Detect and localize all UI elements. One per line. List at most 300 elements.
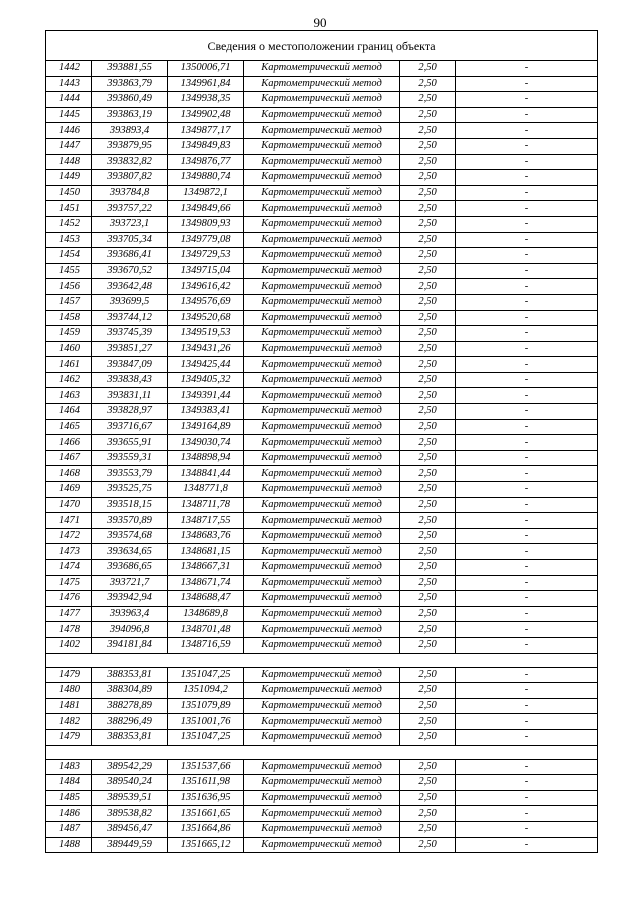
table-row xyxy=(46,606,598,622)
point-number: 1485 xyxy=(46,790,92,806)
coord-x: 389456,47 xyxy=(92,821,168,837)
point-number: 1472 xyxy=(46,528,92,544)
coord-x: 393863,79 xyxy=(92,76,168,92)
note-cell: - xyxy=(456,667,598,683)
method-cell: Картометрический метод xyxy=(244,683,400,699)
note-cell: - xyxy=(456,698,598,714)
coord-x: 388304,89 xyxy=(92,683,168,699)
table-row xyxy=(46,341,598,357)
error-cell: 2,50 xyxy=(400,372,456,388)
coord-y: 1348716,59 xyxy=(168,637,244,653)
method-cell: Картометрический метод xyxy=(244,61,400,77)
table-row xyxy=(46,372,598,388)
method-cell: Картометрический метод xyxy=(244,560,400,576)
note-cell: - xyxy=(456,729,598,745)
point-number: 1459 xyxy=(46,326,92,342)
point-number: 1461 xyxy=(46,357,92,373)
table-row xyxy=(46,591,598,607)
table-row xyxy=(46,544,598,560)
point-number: 1453 xyxy=(46,232,92,248)
method-cell: Картометрический метод xyxy=(244,216,400,232)
table-row xyxy=(46,698,598,714)
error-cell: 2,50 xyxy=(400,591,456,607)
coord-y: 1349809,93 xyxy=(168,216,244,232)
point-number: 1443 xyxy=(46,76,92,92)
method-cell: Картометрический метод xyxy=(244,637,400,653)
point-number: 1444 xyxy=(46,92,92,108)
point-number: 1452 xyxy=(46,216,92,232)
note-cell: - xyxy=(456,138,598,154)
coord-x: 393831,11 xyxy=(92,388,168,404)
coord-x: 393745,39 xyxy=(92,326,168,342)
table-row xyxy=(46,560,598,576)
coord-x: 393716,67 xyxy=(92,419,168,435)
point-number: 1402 xyxy=(46,637,92,653)
error-cell: 2,50 xyxy=(400,544,456,560)
table-row xyxy=(46,821,598,837)
error-cell: 2,50 xyxy=(400,790,456,806)
error-cell: 2,50 xyxy=(400,466,456,482)
note-cell: - xyxy=(456,216,598,232)
note-cell: - xyxy=(456,419,598,435)
coord-y: 1349164,89 xyxy=(168,419,244,435)
note-cell: - xyxy=(456,435,598,451)
page-number: 90 xyxy=(313,15,327,30)
table-row xyxy=(46,279,598,295)
table-row xyxy=(46,466,598,482)
table-row xyxy=(46,497,598,513)
coord-y: 1351047,25 xyxy=(168,729,244,745)
method-cell: Картометрический метод xyxy=(244,513,400,529)
method-cell: Картометрический метод xyxy=(244,528,400,544)
method-cell: Картометрический метод xyxy=(244,248,400,264)
note-cell: - xyxy=(456,404,598,420)
method-cell: Картометрический метод xyxy=(244,698,400,714)
error-cell: 2,50 xyxy=(400,138,456,154)
coord-y: 1349729,53 xyxy=(168,248,244,264)
table-row xyxy=(46,232,598,248)
error-cell: 2,50 xyxy=(400,759,456,775)
note-cell: - xyxy=(456,92,598,108)
note-cell: - xyxy=(456,775,598,791)
error-cell: 2,50 xyxy=(400,404,456,420)
point-number: 1465 xyxy=(46,419,92,435)
point-number: 1457 xyxy=(46,294,92,310)
note-cell: - xyxy=(456,497,598,513)
note-cell: - xyxy=(456,528,598,544)
method-cell: Картометрический метод xyxy=(244,388,400,404)
coord-x: 388278,89 xyxy=(92,698,168,714)
coord-y: 1348841,44 xyxy=(168,466,244,482)
point-number: 1445 xyxy=(46,107,92,123)
point-number: 1479 xyxy=(46,729,92,745)
coord-y: 1349849,66 xyxy=(168,201,244,217)
table-row xyxy=(46,92,598,108)
table-row xyxy=(46,714,598,730)
coord-x: 393721,7 xyxy=(92,575,168,591)
note-cell: - xyxy=(456,170,598,186)
method-cell: Картометрический метод xyxy=(244,497,400,513)
note-cell: - xyxy=(456,185,598,201)
coord-y: 1349030,74 xyxy=(168,435,244,451)
point-number: 1470 xyxy=(46,497,92,513)
note-cell: - xyxy=(456,279,598,295)
note-cell: - xyxy=(456,466,598,482)
method-cell: Картометрический метод xyxy=(244,622,400,638)
point-number: 1467 xyxy=(46,450,92,466)
error-cell: 2,50 xyxy=(400,775,456,791)
note-cell: - xyxy=(456,294,598,310)
error-cell: 2,50 xyxy=(400,435,456,451)
method-cell: Картометрический метод xyxy=(244,435,400,451)
coord-y: 1349383,41 xyxy=(168,404,244,420)
error-cell: 2,50 xyxy=(400,388,456,404)
point-number: 1454 xyxy=(46,248,92,264)
table-row xyxy=(46,729,598,745)
table-row xyxy=(46,185,598,201)
coord-y: 1349877,17 xyxy=(168,123,244,139)
table-row xyxy=(46,154,598,170)
error-cell: 2,50 xyxy=(400,341,456,357)
coord-y: 1349876,77 xyxy=(168,154,244,170)
note-cell: - xyxy=(456,326,598,342)
table-row xyxy=(46,216,598,232)
coord-x: 388353,81 xyxy=(92,729,168,745)
error-cell: 2,50 xyxy=(400,216,456,232)
coord-y: 1351661,65 xyxy=(168,806,244,822)
coord-x: 393828,97 xyxy=(92,404,168,420)
note-cell: - xyxy=(456,341,598,357)
coord-x: 393807,82 xyxy=(92,170,168,186)
method-cell: Картометрический метод xyxy=(244,310,400,326)
method-cell: Картометрический метод xyxy=(244,606,400,622)
note-cell: - xyxy=(456,790,598,806)
coord-y: 1348771,8 xyxy=(168,482,244,498)
coord-x: 394181,84 xyxy=(92,637,168,653)
coord-y: 1348898,94 xyxy=(168,450,244,466)
method-cell: Картометрический метод xyxy=(244,729,400,745)
coord-y: 1351047,25 xyxy=(168,667,244,683)
table-row xyxy=(46,61,598,77)
table-row xyxy=(46,790,598,806)
error-cell: 2,50 xyxy=(400,357,456,373)
note-cell: - xyxy=(456,357,598,373)
point-number: 1483 xyxy=(46,759,92,775)
method-cell: Картометрический метод xyxy=(244,326,400,342)
coord-x: 393723,1 xyxy=(92,216,168,232)
method-cell: Картометрический метод xyxy=(244,170,400,186)
note-cell: - xyxy=(456,637,598,653)
coord-x: 389449,59 xyxy=(92,837,168,853)
point-number: 1480 xyxy=(46,683,92,699)
coord-x: 393553,79 xyxy=(92,466,168,482)
coord-x: 393847,09 xyxy=(92,357,168,373)
method-cell: Картометрический метод xyxy=(244,232,400,248)
point-number: 1475 xyxy=(46,575,92,591)
coord-x: 394096,8 xyxy=(92,622,168,638)
point-number: 1487 xyxy=(46,821,92,837)
point-number: 1458 xyxy=(46,310,92,326)
coord-y: 1348688,47 xyxy=(168,591,244,607)
coord-y: 1351537,66 xyxy=(168,759,244,775)
point-number: 1451 xyxy=(46,201,92,217)
note-cell: - xyxy=(456,806,598,822)
coord-x: 393893,4 xyxy=(92,123,168,139)
coord-y: 1349616,42 xyxy=(168,279,244,295)
table-row xyxy=(46,513,598,529)
point-number: 1479 xyxy=(46,667,92,683)
table-row xyxy=(46,404,598,420)
point-number: 1463 xyxy=(46,388,92,404)
table-row xyxy=(46,419,598,435)
coord-y: 1349849,83 xyxy=(168,138,244,154)
point-number: 1466 xyxy=(46,435,92,451)
coord-y: 1349520,68 xyxy=(168,310,244,326)
coord-x: 388353,81 xyxy=(92,667,168,683)
note-cell: - xyxy=(456,201,598,217)
error-cell: 2,50 xyxy=(400,683,456,699)
note-cell: - xyxy=(456,560,598,576)
table-row xyxy=(46,450,598,466)
note-cell: - xyxy=(456,513,598,529)
note-cell: - xyxy=(456,575,598,591)
method-cell: Картометрический метод xyxy=(244,201,400,217)
coord-y: 1348717,55 xyxy=(168,513,244,529)
point-number: 1456 xyxy=(46,279,92,295)
error-cell: 2,50 xyxy=(400,326,456,342)
point-number: 1449 xyxy=(46,170,92,186)
table-row xyxy=(46,837,598,853)
point-number: 1476 xyxy=(46,591,92,607)
error-cell: 2,50 xyxy=(400,419,456,435)
error-cell: 2,50 xyxy=(400,279,456,295)
coord-y: 1349425,44 xyxy=(168,357,244,373)
error-cell: 2,50 xyxy=(400,821,456,837)
coord-x: 389542,29 xyxy=(92,759,168,775)
table-row xyxy=(46,138,598,154)
coord-x: 393744,12 xyxy=(92,310,168,326)
point-number: 1481 xyxy=(46,698,92,714)
point-number: 1460 xyxy=(46,341,92,357)
table-row xyxy=(46,667,598,683)
method-cell: Картометрический метод xyxy=(244,404,400,420)
method-cell: Картометрический метод xyxy=(244,775,400,791)
point-number: 1469 xyxy=(46,482,92,498)
coord-x: 393881,55 xyxy=(92,61,168,77)
coord-x: 393699,5 xyxy=(92,294,168,310)
method-cell: Картометрический метод xyxy=(244,482,400,498)
method-cell: Картометрический метод xyxy=(244,806,400,822)
note-cell: - xyxy=(456,759,598,775)
table-row xyxy=(46,170,598,186)
note-cell: - xyxy=(456,544,598,560)
point-number: 1482 xyxy=(46,714,92,730)
point-number: 1462 xyxy=(46,372,92,388)
error-cell: 2,50 xyxy=(400,714,456,730)
note-cell: - xyxy=(456,450,598,466)
table-row xyxy=(46,806,598,822)
error-cell: 2,50 xyxy=(400,606,456,622)
note-cell: - xyxy=(456,372,598,388)
coord-y: 1351094,2 xyxy=(168,683,244,699)
table-row xyxy=(46,637,598,653)
point-number: 1488 xyxy=(46,837,92,853)
coord-y: 1349715,04 xyxy=(168,263,244,279)
method-cell: Картометрический метод xyxy=(244,279,400,295)
coord-y: 1349519,53 xyxy=(168,326,244,342)
table-row xyxy=(46,326,598,342)
coord-y: 1351611,98 xyxy=(168,775,244,791)
coord-x: 389538,82 xyxy=(92,806,168,822)
point-number: 1446 xyxy=(46,123,92,139)
coord-y: 1349431,26 xyxy=(168,341,244,357)
point-number: 1473 xyxy=(46,544,92,560)
coord-x: 393634,65 xyxy=(92,544,168,560)
method-cell: Картометрический метод xyxy=(244,575,400,591)
coord-y: 1351664,86 xyxy=(168,821,244,837)
method-cell: Картометрический метод xyxy=(244,341,400,357)
note-cell: - xyxy=(456,622,598,638)
error-cell: 2,50 xyxy=(400,482,456,498)
method-cell: Картометрический метод xyxy=(244,667,400,683)
method-cell: Картометрический метод xyxy=(244,92,400,108)
coord-x: 393655,91 xyxy=(92,435,168,451)
coord-x: 393686,65 xyxy=(92,560,168,576)
group-separator xyxy=(46,653,598,667)
error-cell: 2,50 xyxy=(400,837,456,853)
coord-x: 393860,49 xyxy=(92,92,168,108)
coord-x: 393670,52 xyxy=(92,263,168,279)
method-cell: Картометрический метод xyxy=(244,76,400,92)
note-cell: - xyxy=(456,232,598,248)
table-row xyxy=(46,107,598,123)
method-cell: Картометрический метод xyxy=(244,185,400,201)
method-cell: Картометрический метод xyxy=(244,466,400,482)
boundary-coordinates-table xyxy=(45,30,598,853)
method-cell: Картометрический метод xyxy=(244,714,400,730)
error-cell: 2,50 xyxy=(400,667,456,683)
error-cell: 2,50 xyxy=(400,513,456,529)
error-cell: 2,50 xyxy=(400,154,456,170)
note-cell: - xyxy=(456,837,598,853)
note-cell: - xyxy=(456,76,598,92)
note-cell: - xyxy=(456,683,598,699)
method-cell: Картометрический метод xyxy=(244,790,400,806)
point-number: 1450 xyxy=(46,185,92,201)
table-row xyxy=(46,76,598,92)
method-cell: Картометрический метод xyxy=(244,821,400,837)
error-cell: 2,50 xyxy=(400,170,456,186)
note-cell: - xyxy=(456,591,598,607)
method-cell: Картометрический метод xyxy=(244,450,400,466)
error-cell: 2,50 xyxy=(400,92,456,108)
table-row xyxy=(46,683,598,699)
method-cell: Картометрический метод xyxy=(244,138,400,154)
table-row xyxy=(46,201,598,217)
error-cell: 2,50 xyxy=(400,310,456,326)
error-cell: 2,50 xyxy=(400,698,456,714)
point-number: 1447 xyxy=(46,138,92,154)
table-row xyxy=(46,310,598,326)
coord-y: 1351665,12 xyxy=(168,837,244,853)
coord-x: 388296,49 xyxy=(92,714,168,730)
note-cell: - xyxy=(456,107,598,123)
note-cell: - xyxy=(456,606,598,622)
point-number: 1471 xyxy=(46,513,92,529)
note-cell: - xyxy=(456,154,598,170)
note-cell: - xyxy=(456,821,598,837)
note-cell: - xyxy=(456,388,598,404)
note-cell: - xyxy=(456,310,598,326)
error-cell: 2,50 xyxy=(400,107,456,123)
error-cell: 2,50 xyxy=(400,248,456,264)
error-cell: 2,50 xyxy=(400,560,456,576)
table-row xyxy=(46,248,598,264)
point-number: 1448 xyxy=(46,154,92,170)
table-row xyxy=(46,575,598,591)
coord-x: 393863,19 xyxy=(92,107,168,123)
method-cell: Картометрический метод xyxy=(244,154,400,170)
error-cell: 2,50 xyxy=(400,201,456,217)
table-row xyxy=(46,263,598,279)
error-cell: 2,50 xyxy=(400,76,456,92)
coord-y: 1349779,08 xyxy=(168,232,244,248)
error-cell: 2,50 xyxy=(400,806,456,822)
coord-x: 393559,31 xyxy=(92,450,168,466)
coord-x: 393757,22 xyxy=(92,201,168,217)
point-number: 1478 xyxy=(46,622,92,638)
error-cell: 2,50 xyxy=(400,263,456,279)
coord-y: 1348701,48 xyxy=(168,622,244,638)
table-row xyxy=(46,528,598,544)
point-number: 1468 xyxy=(46,466,92,482)
table-row xyxy=(46,294,598,310)
method-cell: Картометрический метод xyxy=(244,759,400,775)
table-title: Сведения о местоположении границ объекта xyxy=(46,31,598,61)
point-number: 1474 xyxy=(46,560,92,576)
coord-x: 393518,15 xyxy=(92,497,168,513)
group-separator xyxy=(46,745,598,759)
coord-x: 393838,43 xyxy=(92,372,168,388)
coord-y: 1348671,74 xyxy=(168,575,244,591)
coord-x: 393851,27 xyxy=(92,341,168,357)
coord-x: 393784,8 xyxy=(92,185,168,201)
error-cell: 2,50 xyxy=(400,61,456,77)
method-cell: Картометрический метод xyxy=(244,107,400,123)
coord-x: 393705,34 xyxy=(92,232,168,248)
note-cell: - xyxy=(456,61,598,77)
coord-x: 393574,68 xyxy=(92,528,168,544)
error-cell: 2,50 xyxy=(400,622,456,638)
coord-x: 393963,4 xyxy=(92,606,168,622)
coord-x: 389539,51 xyxy=(92,790,168,806)
coord-y: 1349938,35 xyxy=(168,92,244,108)
coord-x: 393686,41 xyxy=(92,248,168,264)
coord-x: 393879,95 xyxy=(92,138,168,154)
method-cell: Картометрический метод xyxy=(244,419,400,435)
coord-y: 1349405,32 xyxy=(168,372,244,388)
coord-y: 1349576,69 xyxy=(168,294,244,310)
table-row xyxy=(46,775,598,791)
table-title-row xyxy=(46,31,598,61)
note-cell: - xyxy=(456,123,598,139)
point-number: 1464 xyxy=(46,404,92,420)
coord-y: 1348667,31 xyxy=(168,560,244,576)
point-number: 1484 xyxy=(46,775,92,791)
coord-x: 393570,89 xyxy=(92,513,168,529)
error-cell: 2,50 xyxy=(400,185,456,201)
coord-x: 393832,82 xyxy=(92,154,168,170)
